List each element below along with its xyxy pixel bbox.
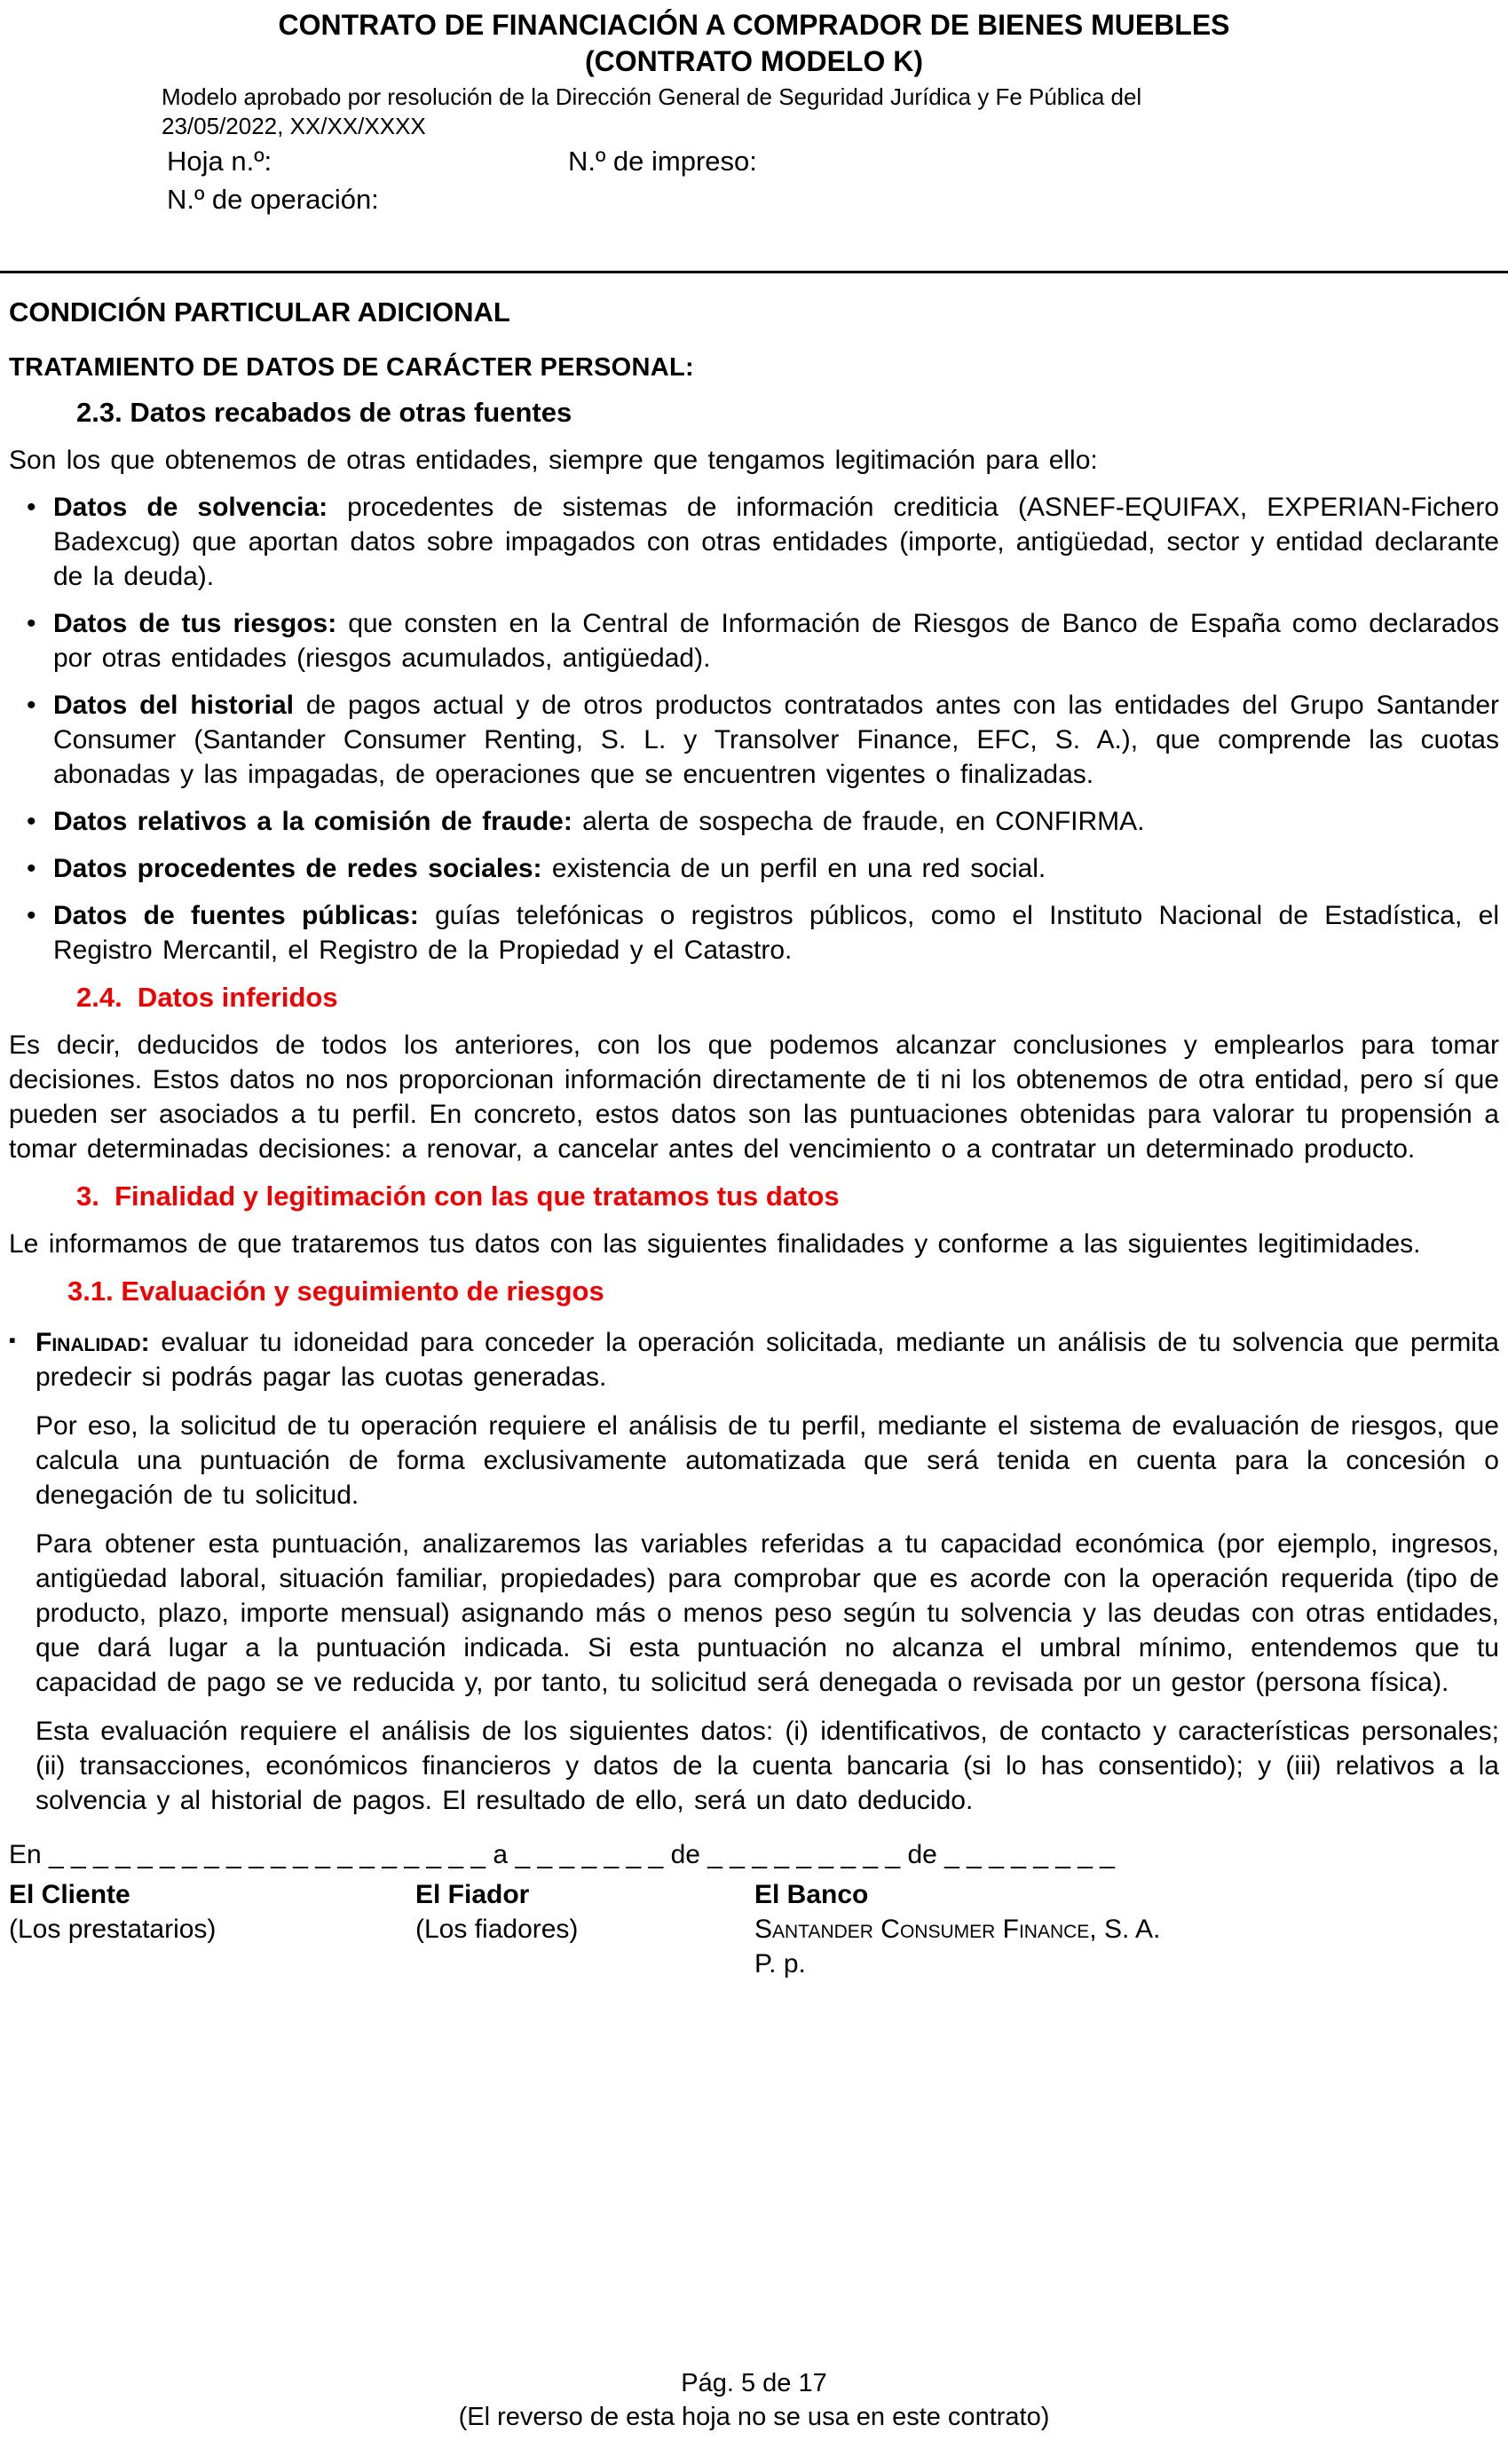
heading-3-1: 3.1. Evaluación y seguimiento de riesgos — [67, 1275, 604, 1307]
header-form-row2 — [167, 181, 1499, 217]
bullet-icon: • — [27, 691, 36, 720]
list-item-fuentes-publicas — [9, 898, 1499, 967]
finalidad-label: Finalidad: — [36, 1328, 150, 1357]
bullet-text: que consten en la Central de Información de Riesgos de Banco de España como declarados por otras entidades (riesgos acumulados, antigüedad). — [53, 609, 1499, 673]
document-header — [9, 7, 1499, 217]
place-and-date-line: En _ _ _ _ _ _ _ _ _ _ _ _ _ _ _ _ _ _ _ _ a _ _ _ _ _ _ _ de _ _ _ _ _ _ _ _ _ de _ _ _ _ _ _ _ _ — [9, 1840, 1115, 1869]
signature-client — [9, 1877, 415, 1981]
list-item-historial — [9, 688, 1499, 792]
heading-3: 3. Finalidad y legitimación con las que tratamos tus datos — [76, 1181, 840, 1212]
bullet-lead: Datos procedentes de redes sociales: — [53, 854, 542, 883]
finalidad-item — [9, 1325, 1499, 1394]
sheet-number-label: Hoja n.º: — [167, 146, 272, 177]
page-number: Pág. 5 de 17 — [681, 2369, 827, 2397]
personal-data-treatment-title: TRATAMIENTO DE DATOS DE CARÁCTER PERSONAL: — [9, 353, 694, 382]
bullet-text: alerta de sospecha de fraude, en CONFIRMA. — [572, 807, 1145, 836]
print-number-label: N.º de impreso: — [568, 146, 757, 177]
bullet-text: procedentes de sistemas de información crediticia (ASNEF-EQUIFAX, EXPERIAN-Fichero Badexcug) que aportan datos sobre impagados con otras entidades (importe, antigüedad, sector y entidad declarante de la deuda). — [53, 493, 1499, 591]
bullet-text: guías telefónicas o registros públicos, como el Instituto Nacional de Estadística, el Registro Mercantil, el Registro de la Propiedad y el Catastro. — [53, 901, 1499, 965]
section-2-3-intro: Son los que obtenemos de otras entidades, siempre que tengamos legitimación para ello: — [9, 446, 1098, 475]
page-footer — [0, 2366, 1508, 2434]
bullet-icon: • — [27, 807, 36, 836]
approval-note — [162, 83, 1499, 141]
client-subtitle: (Los prestatarios) — [9, 1915, 217, 1944]
finalidad-text: evaluar tu idoneidad para conceder la operación solicitada, mediante un análisis de tu solvencia que permita predecir si podrás pagar las cuotas generadas. — [36, 1328, 1499, 1392]
approval-note-line1: Modelo aprobado por resolución de la Dirección General de Seguridad Jurídica y Fe Pública del — [162, 83, 1142, 110]
header-form-row — [167, 143, 1499, 179]
bullet-text: existencia de un perfil en una red social. — [541, 854, 1046, 883]
list-item-redes-sociales — [9, 851, 1499, 886]
signature-row — [9, 1877, 1499, 1981]
section-2-4-body: Es decir, deducidos de todos los anteriores, con los que podemos alcanzar conclusiones y emplearlos para tomar decisiones. Estos datos no nos proporcionan información directamente de ti ni los obtenemos de otra entidad, pero sí que pueden ser asociados a tu perfil. En concreto, estos datos son las puntuaciones obtenidas para valorar tu propensión a tomar determinadas decisiones: a renovar, a cancelar antes del vencimiento o a contratar un determinado producto. — [9, 1031, 1499, 1164]
square-bullet-icon: ▪ — [9, 1329, 16, 1351]
section-3-1-paragraph-2: Para obtener esta puntuación, analizaremos las variables referidas a tu capacidad económica (por ejemplo, ingresos, antigüedad laboral, situación familiar, propiedades) para comprobar que es acorde con la operación requerida (tipo de producto, plazo, importe mensual) asignando más o menos peso según tu solvencia y las deudas con otras entidades, que dará lugar a la puntuación indicada. Si esta puntuación no alcanza el umbral mínimo, entendemos que tu capacidad de pago se ve reducida y, por tanto, tu solicitud será denegada o revisada por un gestor (persona física). — [36, 1529, 1499, 1697]
heading-2-3: 2.3. Datos recabados de otras fuentes — [76, 397, 572, 428]
heading-2-4: 2.4. Datos inferidos — [76, 982, 338, 1013]
bullet-lead: Datos de fuentes públicas: — [53, 901, 419, 930]
list-item-solvencia — [9, 490, 1499, 594]
approval-note-line2: 23/05/2022, XX/XX/XXXX — [162, 113, 426, 139]
section-3-1-paragraph-1: Por eso, la solicitud de tu operación requiere el análisis de tu perfil, mediante el sistema de evaluación de riesgos, que calcula una puntuación de forma exclusivamente automatizada que será tenida en cuenta para la concesión o denegación de tu solicitud. — [36, 1411, 1499, 1510]
reverse-note: (El reverso de esta hoja no se usa en este contrato) — [458, 2403, 1050, 2431]
bullet-lead: Datos de solvencia: — [53, 493, 328, 522]
document-subtitle: (CONTRATO MODELO K) — [585, 45, 923, 77]
bullet-lead: Datos de tus riesgos: — [53, 609, 337, 638]
guarantor-title: El Fiador — [415, 1880, 530, 1909]
list-item-riesgos — [9, 606, 1499, 675]
guarantor-subtitle: (Los fiadores) — [415, 1915, 579, 1944]
bullet-lead: Datos relativos a la comisión de fraude: — [53, 807, 572, 836]
bullet-icon: • — [27, 901, 36, 930]
section-3-body: Le informamos de que trataremos tus datos con las siguientes finalidades y conforme a las siguientes legitimidades. — [9, 1229, 1421, 1259]
bullet-icon: • — [27, 493, 36, 522]
list-item-fraude — [9, 804, 1499, 839]
bullet-icon: • — [27, 854, 36, 883]
bullet-text: de pagos actual y de otros productos contratados antes con las entidades del Grupo Santander Consumer (Santander Consumer Renting, S. L. y Transolver Finance, EFC, S. A.), que comprende las cuotas abonadas y las impagadas, de operaciones que se encuentren vigentes o finalizadas. — [53, 691, 1499, 789]
data-sources-list — [9, 490, 1499, 967]
operation-number-label: N.º de operación: — [167, 184, 379, 215]
document-title: CONTRATO DE FINANCIACIÓN A COMPRADOR DE BIENES MUEBLES — [278, 9, 1230, 41]
additional-condition-title: CONDICIÓN PARTICULAR ADICIONAL — [9, 296, 510, 328]
bank-name: Santander Consumer Finance, S. A. — [754, 1915, 1161, 1944]
bullet-lead: Datos del historial — [53, 691, 295, 720]
bullet-icon: • — [27, 609, 36, 638]
bank-title: El Banco — [754, 1880, 869, 1909]
bank-pp: P. p. — [754, 1949, 806, 1978]
signature-bank — [754, 1877, 1499, 1981]
signature-guarantor — [415, 1877, 754, 1981]
client-title: El Cliente — [9, 1880, 130, 1909]
header-divider — [0, 271, 1508, 273]
section-3-1-paragraph-3: Esta evaluación requiere el análisis de los siguientes datos: (i) identificativos, de contacto y características personales; (ii) transacciones, económicos financieros y datos de la cuenta bancaria (si lo has consentido); y (iii) relativos a la solvencia y al historial de pagos. El resultado de ello, será un dato deducido. — [36, 1717, 1499, 1815]
